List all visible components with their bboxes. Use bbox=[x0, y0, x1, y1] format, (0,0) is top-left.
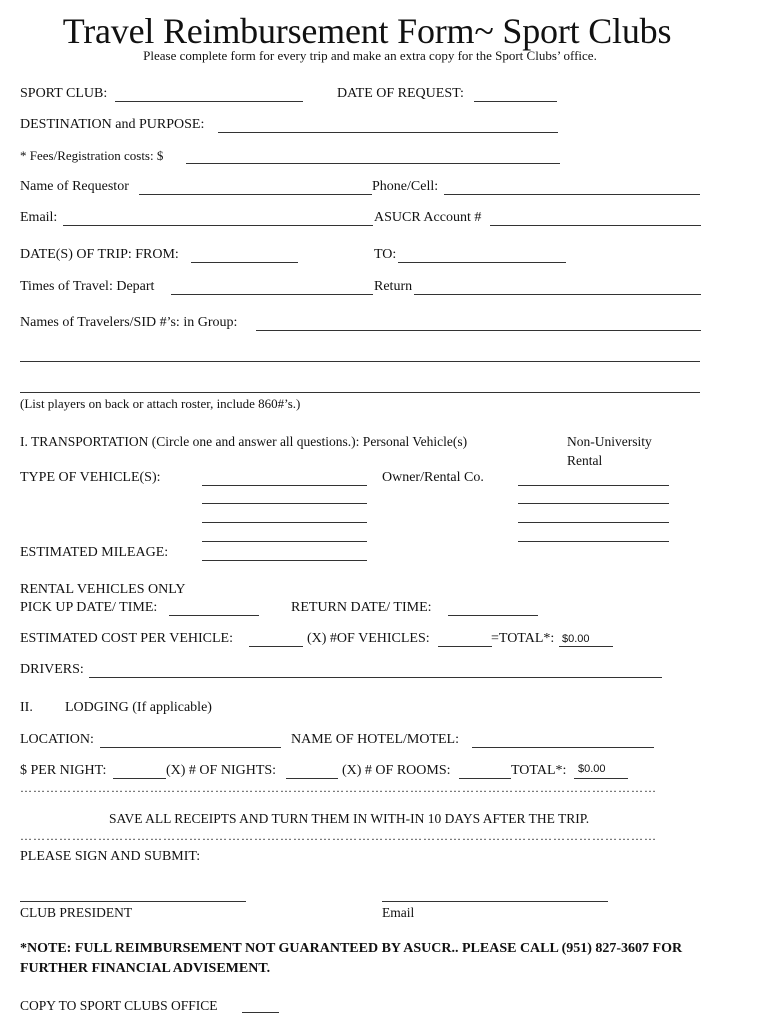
phone-cell-label: Phone/Cell: bbox=[372, 179, 439, 194]
lodging-total-field bbox=[574, 778, 628, 779]
drivers-field[interactable] bbox=[89, 677, 662, 678]
form-title: Travel Reimbursement Form~ Sport Clubs bbox=[62, 11, 672, 51]
name-requestor-field[interactable] bbox=[139, 194, 372, 195]
rental-option[interactable]: Rental bbox=[567, 453, 603, 468]
dotted-divider-1: ………………………………………………………………………………………………………………………………… bbox=[20, 781, 657, 795]
vehicle-type-line-1[interactable] bbox=[202, 485, 367, 486]
owner-line-2[interactable] bbox=[518, 503, 669, 504]
pickup-label: PICK UP DATE/ TIME: bbox=[20, 600, 158, 615]
date-of-request-label: DATE OF REQUEST: bbox=[337, 86, 464, 101]
club-president-signature-line[interactable] bbox=[20, 901, 246, 902]
name-requestor-label: Name of Requestor bbox=[20, 179, 129, 194]
signature-email-label: Email bbox=[382, 905, 415, 920]
dotted-divider-2: ………………………………………………………………………………………………………………………………… bbox=[20, 829, 657, 843]
hotel-name-field[interactable] bbox=[472, 747, 654, 748]
cost-per-vehicle-label: ESTIMATED COST PER VEHICLE: bbox=[20, 631, 233, 646]
fees-field[interactable] bbox=[186, 163, 560, 164]
owner-line-4[interactable] bbox=[518, 541, 669, 542]
destination-purpose-field[interactable] bbox=[218, 132, 558, 133]
destination-purpose-label: DESTINATION and PURPOSE: bbox=[20, 117, 205, 132]
pickup-field[interactable] bbox=[169, 615, 259, 616]
rental-only-label: RENTAL VEHICLES ONLY bbox=[20, 582, 186, 597]
cost-per-vehicle-field[interactable] bbox=[249, 646, 303, 647]
transport-total-field bbox=[559, 646, 613, 647]
transportation-heading: I. TRANSPORTATION (Circle one and answer all questions.): Personal Vehicle(s) bbox=[20, 434, 468, 449]
type-of-vehicles-label: TYPE OF VEHICLE(S): bbox=[20, 470, 161, 485]
date-of-request-field[interactable] bbox=[474, 101, 557, 102]
fees-label: * Fees/Registration costs: $ bbox=[20, 148, 164, 163]
nights-field[interactable] bbox=[286, 778, 338, 779]
owner-line-3[interactable] bbox=[518, 522, 669, 523]
form-subtitle: Please complete form for every trip and make an extra copy for the Sport Clubs’ office. bbox=[143, 48, 597, 63]
transport-total-value[interactable]: $0.00 bbox=[562, 633, 590, 645]
rooms-label: (X) # OF ROOMS: bbox=[342, 763, 451, 778]
per-night-label: $ PER NIGHT: bbox=[20, 763, 107, 778]
sport-club-field[interactable] bbox=[115, 101, 303, 102]
vehicle-type-line-4[interactable] bbox=[202, 541, 367, 542]
return-field[interactable] bbox=[414, 294, 701, 295]
sign-submit-label: PLEASE SIGN AND SUBMIT: bbox=[20, 849, 201, 864]
email-field[interactable] bbox=[63, 225, 373, 226]
travelers-line-3[interactable] bbox=[20, 392, 700, 393]
email-signature-line[interactable] bbox=[382, 901, 608, 902]
per-night-field[interactable] bbox=[113, 778, 166, 779]
copy-to-office-label: COPY TO SPORT CLUBS OFFICE bbox=[20, 998, 218, 1013]
names-travelers-field[interactable] bbox=[256, 330, 701, 331]
sport-club-label: SPORT CLUB: bbox=[20, 86, 108, 101]
drivers-label: DRIVERS: bbox=[20, 662, 84, 677]
nights-label: (X) # OF NIGHTS: bbox=[166, 763, 277, 778]
lodging-heading: LODGING (If applicable) bbox=[65, 700, 212, 715]
names-travelers-label: Names of Travelers/SID #’s: in Group: bbox=[20, 315, 238, 330]
return-date-label: RETURN DATE/ TIME: bbox=[291, 600, 432, 615]
dates-to-label: TO: bbox=[374, 247, 397, 262]
non-university-option[interactable]: Non-University bbox=[567, 434, 652, 449]
owner-line-1[interactable] bbox=[518, 485, 669, 486]
vehicle-type-line-3[interactable] bbox=[202, 522, 367, 523]
depart-field[interactable] bbox=[171, 294, 373, 295]
asucr-account-label: ASUCR Account # bbox=[374, 210, 482, 225]
return-label: Return bbox=[374, 279, 413, 294]
save-receipts-note: SAVE ALL RECEIPTS AND TURN THEM IN WITH-IN 10 DAYS AFTER THE TRIP. bbox=[109, 811, 590, 826]
travelers-line-2[interactable] bbox=[20, 361, 700, 362]
list-players-note: (List players on back or attach roster, include 860#’s.) bbox=[20, 396, 301, 411]
reimbursement-note-line2: FURTHER FINANCIAL ADVISEMENT. bbox=[20, 961, 271, 976]
dates-from-label: DATE(S) OF TRIP: FROM: bbox=[20, 247, 179, 262]
club-president-label: CLUB PRESIDENT bbox=[20, 905, 133, 920]
transport-total-label: =TOTAL*: bbox=[491, 631, 555, 646]
email-label: Email: bbox=[20, 210, 58, 225]
owner-rental-label: Owner/Rental Co. bbox=[382, 470, 484, 485]
times-travel-label: Times of Travel: Depart bbox=[20, 279, 155, 294]
rooms-field[interactable] bbox=[459, 778, 511, 779]
vehicle-type-line-2[interactable] bbox=[202, 503, 367, 504]
num-vehicles-field[interactable] bbox=[438, 646, 492, 647]
lodging-total-value[interactable]: $0.00 bbox=[578, 763, 606, 775]
asucr-account-field[interactable] bbox=[490, 225, 701, 226]
mileage-field[interactable] bbox=[202, 560, 367, 561]
dates-from-field[interactable] bbox=[191, 262, 298, 263]
hotel-name-label: NAME OF HOTEL/MOTEL: bbox=[291, 732, 459, 747]
return-date-field[interactable] bbox=[448, 615, 538, 616]
location-label: LOCATION: bbox=[20, 732, 94, 747]
estimated-mileage-label: ESTIMATED MILEAGE: bbox=[20, 545, 169, 560]
lodging-number: II. bbox=[20, 700, 33, 715]
phone-cell-field[interactable] bbox=[444, 194, 700, 195]
copy-to-office-field[interactable] bbox=[242, 1012, 279, 1013]
num-vehicles-label: (X) #OF VEHICLES: bbox=[307, 631, 430, 646]
dates-to-field[interactable] bbox=[398, 262, 566, 263]
reimbursement-note: *NOTE: FULL REIMBURSEMENT NOT GUARANTEED BY ASUCR.. PLEASE CALL (951) 827-3607 FOR bbox=[20, 941, 683, 956]
location-field[interactable] bbox=[100, 747, 281, 748]
lodging-total-label: TOTAL*: bbox=[511, 763, 567, 778]
